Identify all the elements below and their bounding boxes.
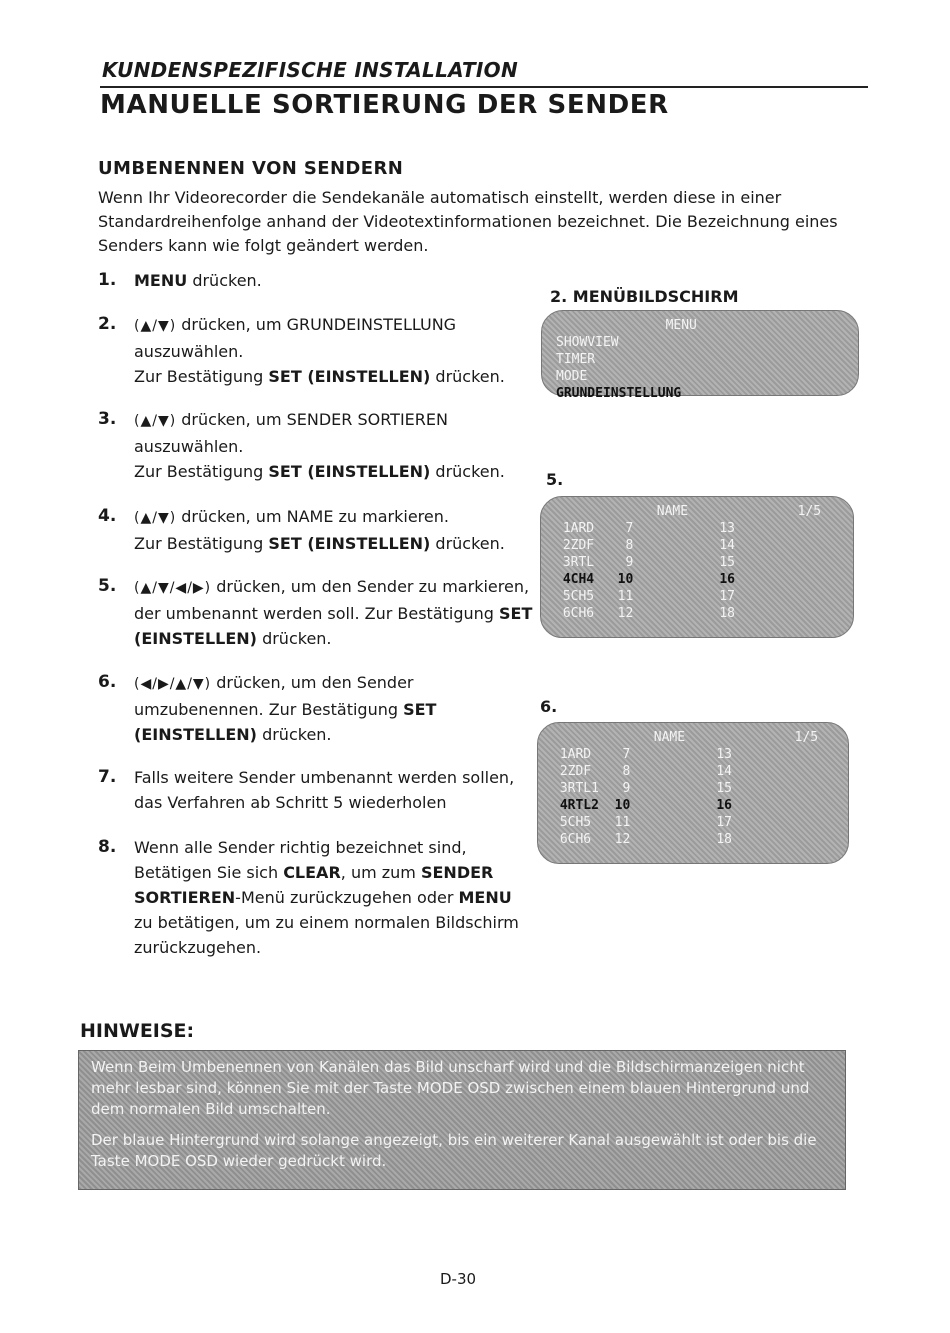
step-number: 8. bbox=[98, 837, 117, 857]
button-name: SENDER SORTIEREN bbox=[134, 863, 494, 907]
osd-line-highlighted: 4RTL2 10 16 bbox=[552, 798, 733, 813]
osd-line: SHOWVIEW bbox=[556, 335, 619, 350]
button-name: SET (EINSTELLEN) bbox=[134, 604, 533, 648]
step-text bbox=[134, 574, 534, 651]
osd-line: 6CH6 12 18 bbox=[555, 606, 736, 621]
button-name: SET (EINSTELLEN) bbox=[268, 367, 431, 386]
button-name: MENU bbox=[458, 888, 512, 907]
step-text bbox=[134, 268, 534, 293]
page-title: MANUELLE SORTIERUNG DER SENDER bbox=[100, 90, 669, 120]
osd-line: NAME 1/5 bbox=[552, 730, 819, 745]
step-number: 4. bbox=[98, 506, 117, 526]
step-number: 6. bbox=[98, 672, 117, 692]
step-number: 7. bbox=[98, 767, 117, 787]
step-text bbox=[134, 407, 534, 484]
osd-name-screen-6 bbox=[537, 722, 849, 864]
button-name: CLEAR bbox=[283, 863, 341, 882]
step-8 bbox=[98, 835, 538, 965]
osd-menu-screen bbox=[541, 310, 859, 401]
step-text bbox=[134, 835, 534, 960]
step-text-part: Falls weitere Sender umbenannt werden sollen, das Verfahren ab Schritt 5 wiederholen bbox=[134, 768, 515, 812]
screen-5-label: 5. bbox=[546, 470, 564, 489]
osd-line: 2ZDF 8 14 bbox=[552, 764, 733, 779]
step-text-part: drücken. bbox=[430, 462, 505, 481]
step-text-part: Wenn alle Sender richtig bezeichnet sind, Betätigen Sie sich bbox=[134, 838, 467, 882]
step-text-part: -Menü zurückzugehen oder bbox=[235, 888, 459, 907]
osd-line: NAME 1/5 bbox=[555, 504, 822, 519]
step-text-part: Zur Bestätigung bbox=[134, 534, 269, 553]
screen-2-label: 2. MENÜBILDSCHIRM bbox=[550, 287, 739, 306]
osd-line-highlighted: GRUNDEINSTELLUNG bbox=[556, 386, 682, 401]
step-7 bbox=[98, 765, 538, 820]
step-1 bbox=[98, 268, 538, 298]
notes-heading: HINWEISE: bbox=[80, 1020, 195, 1042]
step-text-part: drücken. bbox=[256, 629, 332, 648]
osd-line: 2ZDF 8 14 bbox=[555, 538, 736, 553]
step-text-part: drücken. bbox=[430, 367, 505, 386]
step-3 bbox=[98, 407, 538, 487]
arrow-keys-icon: (▲/▼/◀/▶) bbox=[134, 580, 212, 596]
step-text-part: drücken, um den Sender zu markieren, der umbenannt werden soll. Zur Bestätigung bbox=[134, 577, 530, 623]
osd-name-screen-5 bbox=[540, 496, 854, 638]
arrow-keys-icon: (▲/▼) bbox=[134, 413, 177, 429]
osd-line-highlighted: 4CH4 10 16 bbox=[555, 572, 736, 587]
osd-line: 3RTL1 9 15 bbox=[552, 781, 733, 796]
step-number: 2. bbox=[98, 314, 117, 334]
rename-heading: UMBENENNEN VON SENDERN bbox=[98, 158, 404, 179]
section-label: KUNDENSPEZIFISCHE INSTALLATION bbox=[102, 58, 519, 82]
button-name: SET (EINSTELLEN) bbox=[134, 700, 437, 744]
osd-line: 1ARD 7 13 bbox=[552, 747, 733, 762]
osd-line: 5CH5 11 17 bbox=[552, 815, 733, 830]
step-text bbox=[134, 765, 534, 815]
step-number: 3. bbox=[98, 409, 117, 429]
osd-line: 5CH5 11 17 bbox=[555, 589, 736, 604]
step-text-part: drücken, um GRUNDEINSTELLUNG auszuwählen. bbox=[134, 315, 457, 361]
screen-6-label: 6. bbox=[540, 697, 558, 716]
button-name: MENU bbox=[134, 271, 188, 290]
note-paragraph-2: Der blaue Hintergrund wird solange angezeigt, bis ein weiterer Kanal ausgewählt ist oder bis die Taste MODE OSD wieder gedrückt wird. bbox=[91, 1131, 817, 1170]
step-5 bbox=[98, 574, 538, 654]
step-text bbox=[134, 504, 534, 556]
step-text-part: zu betätigen, um zu einem normalen Bildschirm zurückzugehen. bbox=[134, 913, 519, 957]
step-text bbox=[134, 312, 534, 389]
osd-line: 6CH6 12 18 bbox=[552, 832, 733, 847]
arrow-keys-icon: (▲/▼) bbox=[134, 510, 177, 526]
rename-intro: Wenn Ihr Videorecorder die Sendekanäle automatisch einstellt, werden diese in einer Standardreihenfolge anhand der Videotextinformationen bezeichnet. Die Bezeichnung eines Senders kann wie folgt geändert werden. bbox=[98, 188, 838, 255]
osd-line: MODE bbox=[556, 369, 588, 384]
button-name: SET (EINSTELLEN) bbox=[268, 462, 431, 481]
step-number: 1. bbox=[98, 270, 117, 290]
page-number: D-30 bbox=[440, 1270, 477, 1288]
header-rule bbox=[100, 86, 868, 88]
osd-line: 3RTL 9 15 bbox=[555, 555, 736, 570]
arrow-keys-icon: (◀/▶/▲/▼) bbox=[134, 676, 212, 692]
notes-box bbox=[78, 1050, 846, 1190]
arrow-keys-icon: (▲/▼) bbox=[134, 318, 177, 334]
step-text-part: drücken. bbox=[187, 271, 262, 290]
step-text-part: Zur Bestätigung bbox=[134, 462, 269, 481]
step-text-part: drücken, um NAME zu markieren. bbox=[176, 507, 449, 526]
step-text-part: drücken. bbox=[256, 725, 332, 744]
step-number: 5. bbox=[98, 576, 117, 596]
step-text bbox=[134, 670, 534, 747]
step-text-part: drücken. bbox=[430, 534, 505, 553]
osd-line: TIMER bbox=[556, 352, 596, 367]
step-text-part: Zur Bestätigung bbox=[134, 367, 269, 386]
button-name: SET (EINSTELLEN) bbox=[268, 534, 431, 553]
step-text-part: drücken, um den Sender umzubenennen. Zur Bestätigung bbox=[134, 673, 414, 719]
osd-line: 1ARD 7 13 bbox=[555, 521, 736, 536]
step-text-part: drücken, um SENDER SORTIEREN auszuwählen. bbox=[134, 410, 448, 456]
step-2 bbox=[98, 312, 538, 392]
osd-line: MENU bbox=[556, 318, 697, 333]
step-4 bbox=[98, 504, 538, 559]
step-text-part: , um zum bbox=[340, 863, 421, 882]
note-paragraph-1: Wenn Beim Umbenennen von Kanälen das Bild unscharf wird und die Bildschirmanzeigen nicht mehr lesbar sind, können Sie mit der Taste MODE OSD zwischen einem blauen Hintergrund und dem normalen Bild umschalten. bbox=[91, 1058, 810, 1118]
step-6 bbox=[98, 670, 538, 750]
